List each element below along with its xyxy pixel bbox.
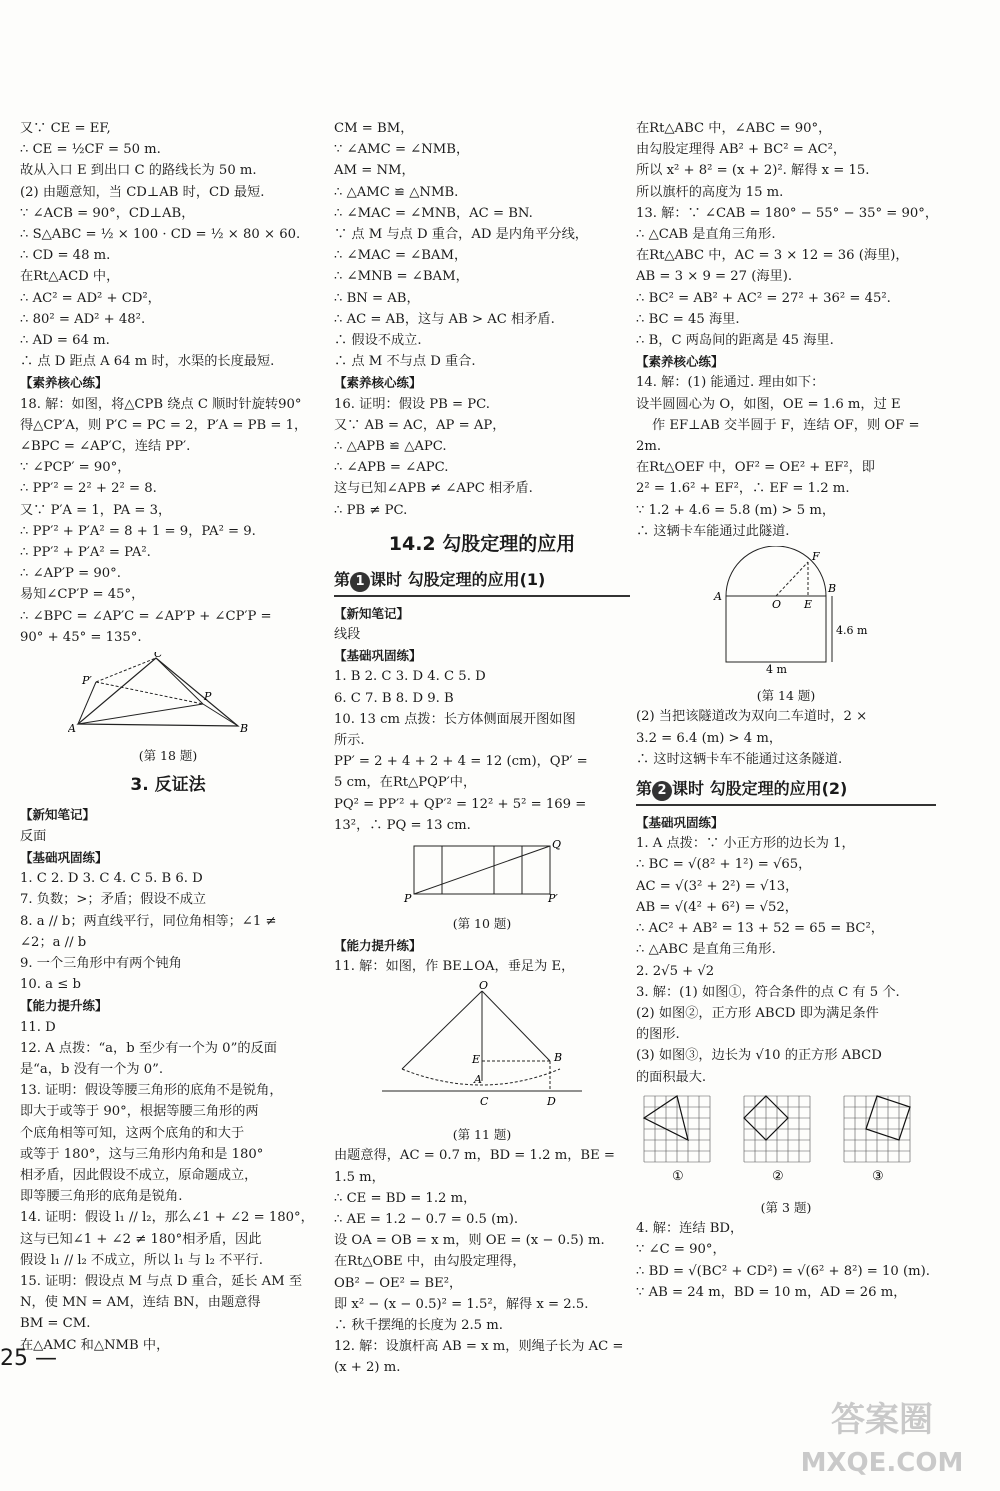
text-line: ∴ 秋千摆绳的长度为 2.5 m. bbox=[334, 1317, 503, 1333]
text-line: 这与已知∠APB ≠ ∠APC 相矛盾. bbox=[334, 481, 533, 497]
text-line: 90° + 45° = 135°. bbox=[20, 629, 142, 645]
text-line: 线段 bbox=[334, 627, 361, 643]
text-line: ∴ 80² = AD² + 48². bbox=[20, 311, 146, 327]
text-line: ∴ PP′² + P′A² = PA². bbox=[20, 545, 151, 561]
text-line: (2) 由题意知，当 CD⊥AB 时，CD 最短. bbox=[20, 184, 265, 200]
text-line: 所以 x² + 8² = (x + 2)². 解得 x = 15. bbox=[636, 163, 870, 179]
text-line: 16. 证明：假设 PB = PC. bbox=[334, 396, 490, 412]
text-line: 1. C 2. D 3. C 4. C 5. B 6. D bbox=[20, 871, 203, 887]
svg-text:B: B bbox=[554, 1050, 563, 1064]
figure-11 bbox=[334, 981, 630, 1120]
text-line: ∴ PP′² = 2² + 2² = 8. bbox=[20, 481, 157, 497]
text-line: 所以旗杆的高度为 15 m. bbox=[636, 184, 784, 200]
text-line: ∴ 这时这辆卡车不能通过这条隧道. bbox=[636, 751, 843, 767]
text-line: ∴ BN = AB， bbox=[334, 290, 420, 306]
text-line: 由勾股定理得 AB² + BC² = AC²， bbox=[636, 142, 847, 158]
text-line: 2. 2√5 + √2 bbox=[636, 963, 715, 979]
text-line: ∴ ∠BPC = ∠AP′C = ∠AP′P + ∠CP′P = bbox=[20, 608, 272, 624]
text-line: ∴ AC = AB，这与 AB > AC 相矛盾. bbox=[334, 311, 555, 327]
text-line: 的图形. bbox=[636, 1027, 680, 1043]
text-line: (3) 如图③，边长为 √10 的正方形 ABCD bbox=[636, 1048, 882, 1064]
text-line: ∴ ∠MAC = ∠MNB，AC = BN. bbox=[334, 205, 533, 221]
svg-text:F: F bbox=[812, 550, 820, 564]
text-line: 3. 解：(1) 如图①，符合条件的点 C 有 5 个. bbox=[636, 984, 900, 1000]
text-line: 18. 解：如图，将△CPB 绕点 C 顺时针旋转90° bbox=[20, 396, 302, 412]
text-line: 在Rt△ACD 中， bbox=[20, 269, 120, 285]
column-2 bbox=[334, 118, 630, 1379]
lesson-prefix: 第 bbox=[334, 569, 351, 589]
svg-text:C: C bbox=[480, 1094, 489, 1108]
figure-11-caption: (第 11 题) bbox=[452, 1127, 512, 1143]
watermark-logo bbox=[782, 1391, 982, 1481]
svg-text:A: A bbox=[68, 722, 76, 735]
figure-3-caption: (第 3 题) bbox=[760, 1199, 812, 1215]
text-line: N，使 MN = AM，连结 BN，由题意得 bbox=[20, 1295, 261, 1311]
text-line: 假设 l₁ // l₂ 不成立，所以 l₁ 与 l₂ 不平行. bbox=[20, 1252, 263, 1268]
svg-text:A: A bbox=[474, 1072, 482, 1086]
text-line: AC = √(3² + 2²) = √13， bbox=[636, 878, 799, 894]
lesson-title: 课时 勾股定理的应用(2) bbox=[672, 779, 848, 799]
text-line: ∴ △CAB 是直角三角形. bbox=[636, 227, 776, 243]
text-line: 【基础巩固练】 bbox=[334, 648, 422, 664]
page-number: 25 — bbox=[0, 1346, 57, 1371]
svg-text:B: B bbox=[828, 582, 837, 596]
text-line: 设半圆圆心为 O，如图，OE = 1.6 m，过 E bbox=[636, 396, 901, 412]
text-line: 【能力提升练】 bbox=[334, 937, 422, 953]
text-line: 由题意得，AC = 0.7 m，BD = 1.2 m，BE = bbox=[334, 1148, 615, 1164]
text-line: 是“a，b 没有一个为 0”. bbox=[20, 1061, 164, 1077]
text-line: 1. A 点拨：∵ 小正方形的边长为 1， bbox=[636, 836, 855, 852]
text-line: ∴ ∠MNB = ∠BAM， bbox=[334, 269, 469, 285]
text-line: 1.5 m， bbox=[334, 1169, 385, 1185]
text-line: 又∵ P′A = 1，PA = 3， bbox=[20, 502, 172, 518]
text-line: ∴ △AMC ≌ △NMB. bbox=[334, 184, 459, 200]
svg-text:E: E bbox=[472, 1052, 481, 1066]
text-line: ∴ △ABC 是直角三角形. bbox=[636, 942, 776, 958]
text-line: ∴ PB ≠ PC. bbox=[334, 502, 408, 518]
text-line: ∴ ∠AP′P = 90°. bbox=[20, 566, 121, 582]
svg-text:B: B bbox=[240, 722, 249, 735]
section-title-proof-by-contradiction: 3. 反证法 bbox=[130, 775, 206, 796]
text-line: 10. a ≤ b bbox=[20, 977, 81, 993]
text-line: PQ² = PP′² + QP′² = 12² + 5² = 169 = bbox=[334, 796, 587, 812]
text-line: ∴ CE = BD = 1.2 m， bbox=[334, 1190, 477, 1206]
text-line: CM = BM， bbox=[334, 121, 414, 136]
text-line: ∴ 点 M 不与点 D 重合. bbox=[334, 354, 476, 370]
text-line: ∵ 1.2 + 4.6 = 5.8 (m) > 5 m， bbox=[636, 502, 836, 518]
text-line: 【素养核心练】 bbox=[636, 354, 724, 370]
figure-14 bbox=[636, 546, 936, 681]
svg-text:①: ① bbox=[672, 1168, 684, 1184]
figure-18-caption: (第 18 题) bbox=[138, 748, 198, 764]
text-line: 2² = 1.6² + EF²，∴ EF = 1.2 m. bbox=[636, 481, 850, 497]
text-line: ∴ 假设不成立. bbox=[334, 333, 422, 349]
lesson-number-badge: 2 bbox=[652, 781, 672, 801]
text-line: ∴ 这辆卡车能通过此隧道. bbox=[636, 523, 790, 539]
text-line: ∠2；a // b bbox=[20, 934, 87, 950]
text-line: 【能力提升练】 bbox=[20, 998, 108, 1014]
text-line: 10. 13 cm 点拨：长方体侧面展开图如图 bbox=[334, 711, 576, 727]
text-line: PP′ = 2 + 4 + 2 + 4 = 12 (cm)，QP′ = bbox=[334, 754, 588, 770]
text-line: 个底角相等可知，这两个底角的和大于 bbox=[20, 1125, 245, 1141]
text-line: 【素养核心练】 bbox=[20, 375, 108, 391]
text-line: ∴ CE = ½CF = 50 m. bbox=[20, 142, 161, 158]
section-title-14-2: 14.2 勾股定理的应用 bbox=[388, 532, 576, 555]
text-line: ∴ BC² = AB² + AC² = 27² + 36² = 45². bbox=[636, 290, 891, 306]
text-line: ∴ B，C 两岛间的距离是 45 海里. bbox=[636, 333, 834, 349]
text-line: 所示. bbox=[334, 733, 365, 749]
text-line: 13. 证明：假设等腰三角形的底角不是锐角， bbox=[20, 1083, 283, 1099]
svg-text:答案圈: 答案圈 bbox=[831, 1400, 933, 1440]
text-line: 在△AMC 和△NMB 中， bbox=[20, 1337, 170, 1353]
lesson-number-badge: 1 bbox=[350, 572, 370, 592]
text-line: 这与已知∠1 + ∠2 ≠ 180°相矛盾，因此 bbox=[20, 1231, 262, 1247]
svg-text:O: O bbox=[479, 980, 489, 992]
text-line: ∴ AC² + AB² = 13 + 52 = 65 = BC²， bbox=[636, 921, 884, 937]
text-line: 11. 解：如图，作 BE⊥OA，垂足为 E， bbox=[334, 958, 575, 974]
text-line: 6. C 7. B 8. D 9. B bbox=[334, 690, 454, 706]
text-line: 在Rt△ABC 中，AC = 3 × 12 = 36 (海里)， bbox=[636, 248, 909, 264]
text-line: 即 x² − (x − 0.5)² = 1.5²，解得 x = 2.5. bbox=[334, 1296, 589, 1312]
svg-text:Q: Q bbox=[552, 840, 562, 852]
svg-text:D: D bbox=[547, 1094, 556, 1108]
text-line: ∴ CD = 48 m. bbox=[20, 248, 111, 264]
text-line: 又∵ CE = EF, bbox=[20, 121, 111, 136]
text-line: 在Rt△OBE 中，由勾股定理得， bbox=[334, 1254, 526, 1270]
text-line: BM = CM. bbox=[20, 1316, 91, 1332]
text-line: 8. a // b；两直线平行，同位角相等；∠1 ≠ bbox=[20, 913, 277, 929]
lesson-2-header bbox=[636, 774, 936, 806]
svg-text:4.6 m: 4.6 m bbox=[836, 624, 868, 638]
text-line: AB = 3 × 9 = 27 (海里). bbox=[636, 269, 793, 285]
svg-text:P: P bbox=[204, 690, 212, 704]
svg-text:4 m: 4 m bbox=[766, 663, 787, 675]
svg-text:C: C bbox=[154, 652, 163, 661]
text-line: 或等于 180°，这与三角形内角和是 180° bbox=[20, 1146, 264, 1162]
figure-10 bbox=[334, 840, 630, 909]
text-line: ∴ BC = 45 海里. bbox=[636, 311, 740, 327]
text-line: 设 OA = OB = x m，则 OE = (x − 0.5) m. bbox=[334, 1233, 605, 1249]
svg-text:O: O bbox=[772, 598, 782, 612]
svg-text:MXQE.COM: MXQE.COM bbox=[800, 1448, 964, 1478]
text-line: 【基础巩固练】 bbox=[636, 815, 724, 831]
text-line: ∴ ∠MAC = ∠BAM， bbox=[334, 248, 468, 264]
text-line: ∴ AD = 64 m. bbox=[20, 333, 110, 349]
svg-text:③: ③ bbox=[872, 1168, 884, 1184]
text-line: 5 cm，在Rt△PQP′中， bbox=[334, 775, 477, 791]
text-line: ∴ ∠APB = ∠APC. bbox=[334, 460, 449, 476]
text-line: 的面积最大. bbox=[636, 1069, 707, 1085]
text-line: 【新知笔记】 bbox=[334, 605, 410, 621]
text-line: 相矛盾，因此假设不成立，原命题成立， bbox=[20, 1167, 258, 1183]
text-line: ∴ △APB ≌ △APC. bbox=[334, 439, 447, 455]
svg-text:E: E bbox=[804, 598, 813, 612]
text-line: 14. 解：(1) 能通过. 理由如下： bbox=[636, 375, 825, 391]
text-line: ∴ 点 D 距点 A 64 m 时，水渠的长度最短. bbox=[20, 354, 275, 370]
text-line: 1. B 2. C 3. D 4. C 5. D bbox=[334, 669, 486, 685]
svg-text:②: ② bbox=[772, 1168, 784, 1184]
text-line: ∠BPC = ∠AP′C，连结 PP′. bbox=[20, 439, 191, 455]
text-line: 2m. bbox=[636, 439, 662, 455]
text-line: 13. 解：∵ ∠CAB = 180° − 55° − 35° = 90°， bbox=[636, 205, 939, 221]
text-line: ∵ ∠C = 90°， bbox=[636, 1242, 726, 1258]
text-line: 在Rt△OEF 中，OF² = OE² + EF²，即 bbox=[636, 460, 875, 476]
text-line: 【新知笔记】 bbox=[20, 807, 96, 823]
figure-3 bbox=[636, 1092, 936, 1193]
text-line: 即等腰三角形的底角是锐角. bbox=[20, 1189, 183, 1205]
text-line: 12. A 点拨：“a，b 至少有一个为 0”的反面 bbox=[20, 1040, 277, 1056]
text-line: ∴ BD = √(BC² + CD²) = √(6² + 8²) = 10 (m). bbox=[636, 1263, 930, 1279]
text-line: 15. 证明：假设点 M 与点 D 重合，延长 AM 至 bbox=[20, 1273, 303, 1289]
text-line: ∵ ∠AMC = ∠NMB， bbox=[334, 142, 470, 158]
figure-18 bbox=[20, 652, 316, 741]
text-line: ∵ 点 M 与点 D 重合，AD 是内角平分线， bbox=[334, 227, 588, 243]
lesson-title: 课时 勾股定理的应用(1) bbox=[370, 569, 546, 589]
text-line: ∴ AC² = AD² + CD²， bbox=[20, 290, 161, 306]
text-line: AM = NM， bbox=[334, 163, 415, 179]
text-line: ∵ ∠PCP′ = 90°， bbox=[20, 460, 131, 476]
text-line: ∴ BC = √(8² + 1²) = √65， bbox=[636, 857, 812, 873]
text-line: 在Rt△ABC 中，∠ABC = 90°， bbox=[636, 121, 832, 136]
text-line: AB = √(4² + 6²) = √52， bbox=[636, 899, 798, 915]
text-line: 14. 证明：假设 l₁ // l₂，那么∠1 + ∠2 = 180°， bbox=[20, 1210, 314, 1226]
text-line: 【基础巩固练】 bbox=[20, 849, 108, 865]
text-line: ∵ ∠ACB = 90°，CD⊥AB， bbox=[20, 205, 195, 221]
text-line: 7. 负数；>；矛盾；假设不成立 bbox=[20, 892, 207, 908]
text-line: ∵ AB = 24 m，BD = 10 m，AD = 26 m， bbox=[636, 1284, 907, 1300]
text-line: 4. 解：连结 BD， bbox=[636, 1221, 744, 1237]
svg-text:P: P bbox=[404, 892, 412, 903]
svg-text:P′: P′ bbox=[82, 674, 92, 688]
column-3 bbox=[636, 118, 939, 1303]
text-line: ∴ PP′² + P′A² = 8 + 1 = 9，PA² = 9. bbox=[20, 523, 256, 539]
text-line: 3.2 = 6.4 (m) > 4 m， bbox=[636, 730, 783, 746]
column-1 bbox=[20, 118, 316, 1356]
text-line: OB² − OE² = BE²， bbox=[334, 1275, 463, 1291]
figure-14-caption: (第 14 题) bbox=[756, 688, 816, 704]
text-line: 作 EF⊥AB 交半圆于 F，连结 OF，则 OF = bbox=[652, 417, 920, 433]
text-line: 【素养核心练】 bbox=[334, 375, 422, 391]
text-line: ∴ AE = 1.2 − 0.7 = 0.5 (m). bbox=[334, 1211, 519, 1227]
text-line: 9. 一个三角形中有两个钝角 bbox=[20, 955, 182, 971]
text-line: (2) 如图②，正方形 ABCD 即为满足条件 bbox=[636, 1005, 879, 1021]
svg-text:A: A bbox=[714, 590, 722, 604]
text-line: (2) 当把该隧道改为双向二车道时，2 × bbox=[636, 709, 868, 725]
text-line: 13²，∴ PQ = 13 cm. bbox=[334, 817, 471, 833]
text-line: 即大于或等于 90°，根据等腰三角形的两 bbox=[20, 1104, 259, 1120]
text-line: 又∵ AB = AC，AP = AP， bbox=[334, 417, 506, 433]
text-line: 11. D bbox=[20, 1019, 56, 1035]
text-line: 12. 解：设旗杆高 AB = x m，则绳子长为 AC = bbox=[334, 1339, 624, 1355]
text-line: 故从入口 E 到出口 C 的路线长为 50 m. bbox=[20, 163, 257, 179]
text-line: ∴ S△ABC = ½ × 100 · CD = ½ × 80 × 60. bbox=[20, 227, 301, 243]
text-line: 反面 bbox=[20, 828, 47, 844]
lesson-1-header bbox=[334, 565, 630, 597]
text-line: (x + 2) m. bbox=[334, 1360, 401, 1376]
svg-text:P′: P′ bbox=[548, 892, 558, 903]
lesson-prefix: 第 bbox=[636, 779, 653, 799]
figure-10-caption: (第 10 题) bbox=[452, 916, 512, 932]
text-line: 易知∠CP′P = 45°， bbox=[20, 587, 145, 603]
text-line: 得△CP′A，则 P′C = PC = 2，P′A = PB = 1， bbox=[20, 417, 308, 433]
